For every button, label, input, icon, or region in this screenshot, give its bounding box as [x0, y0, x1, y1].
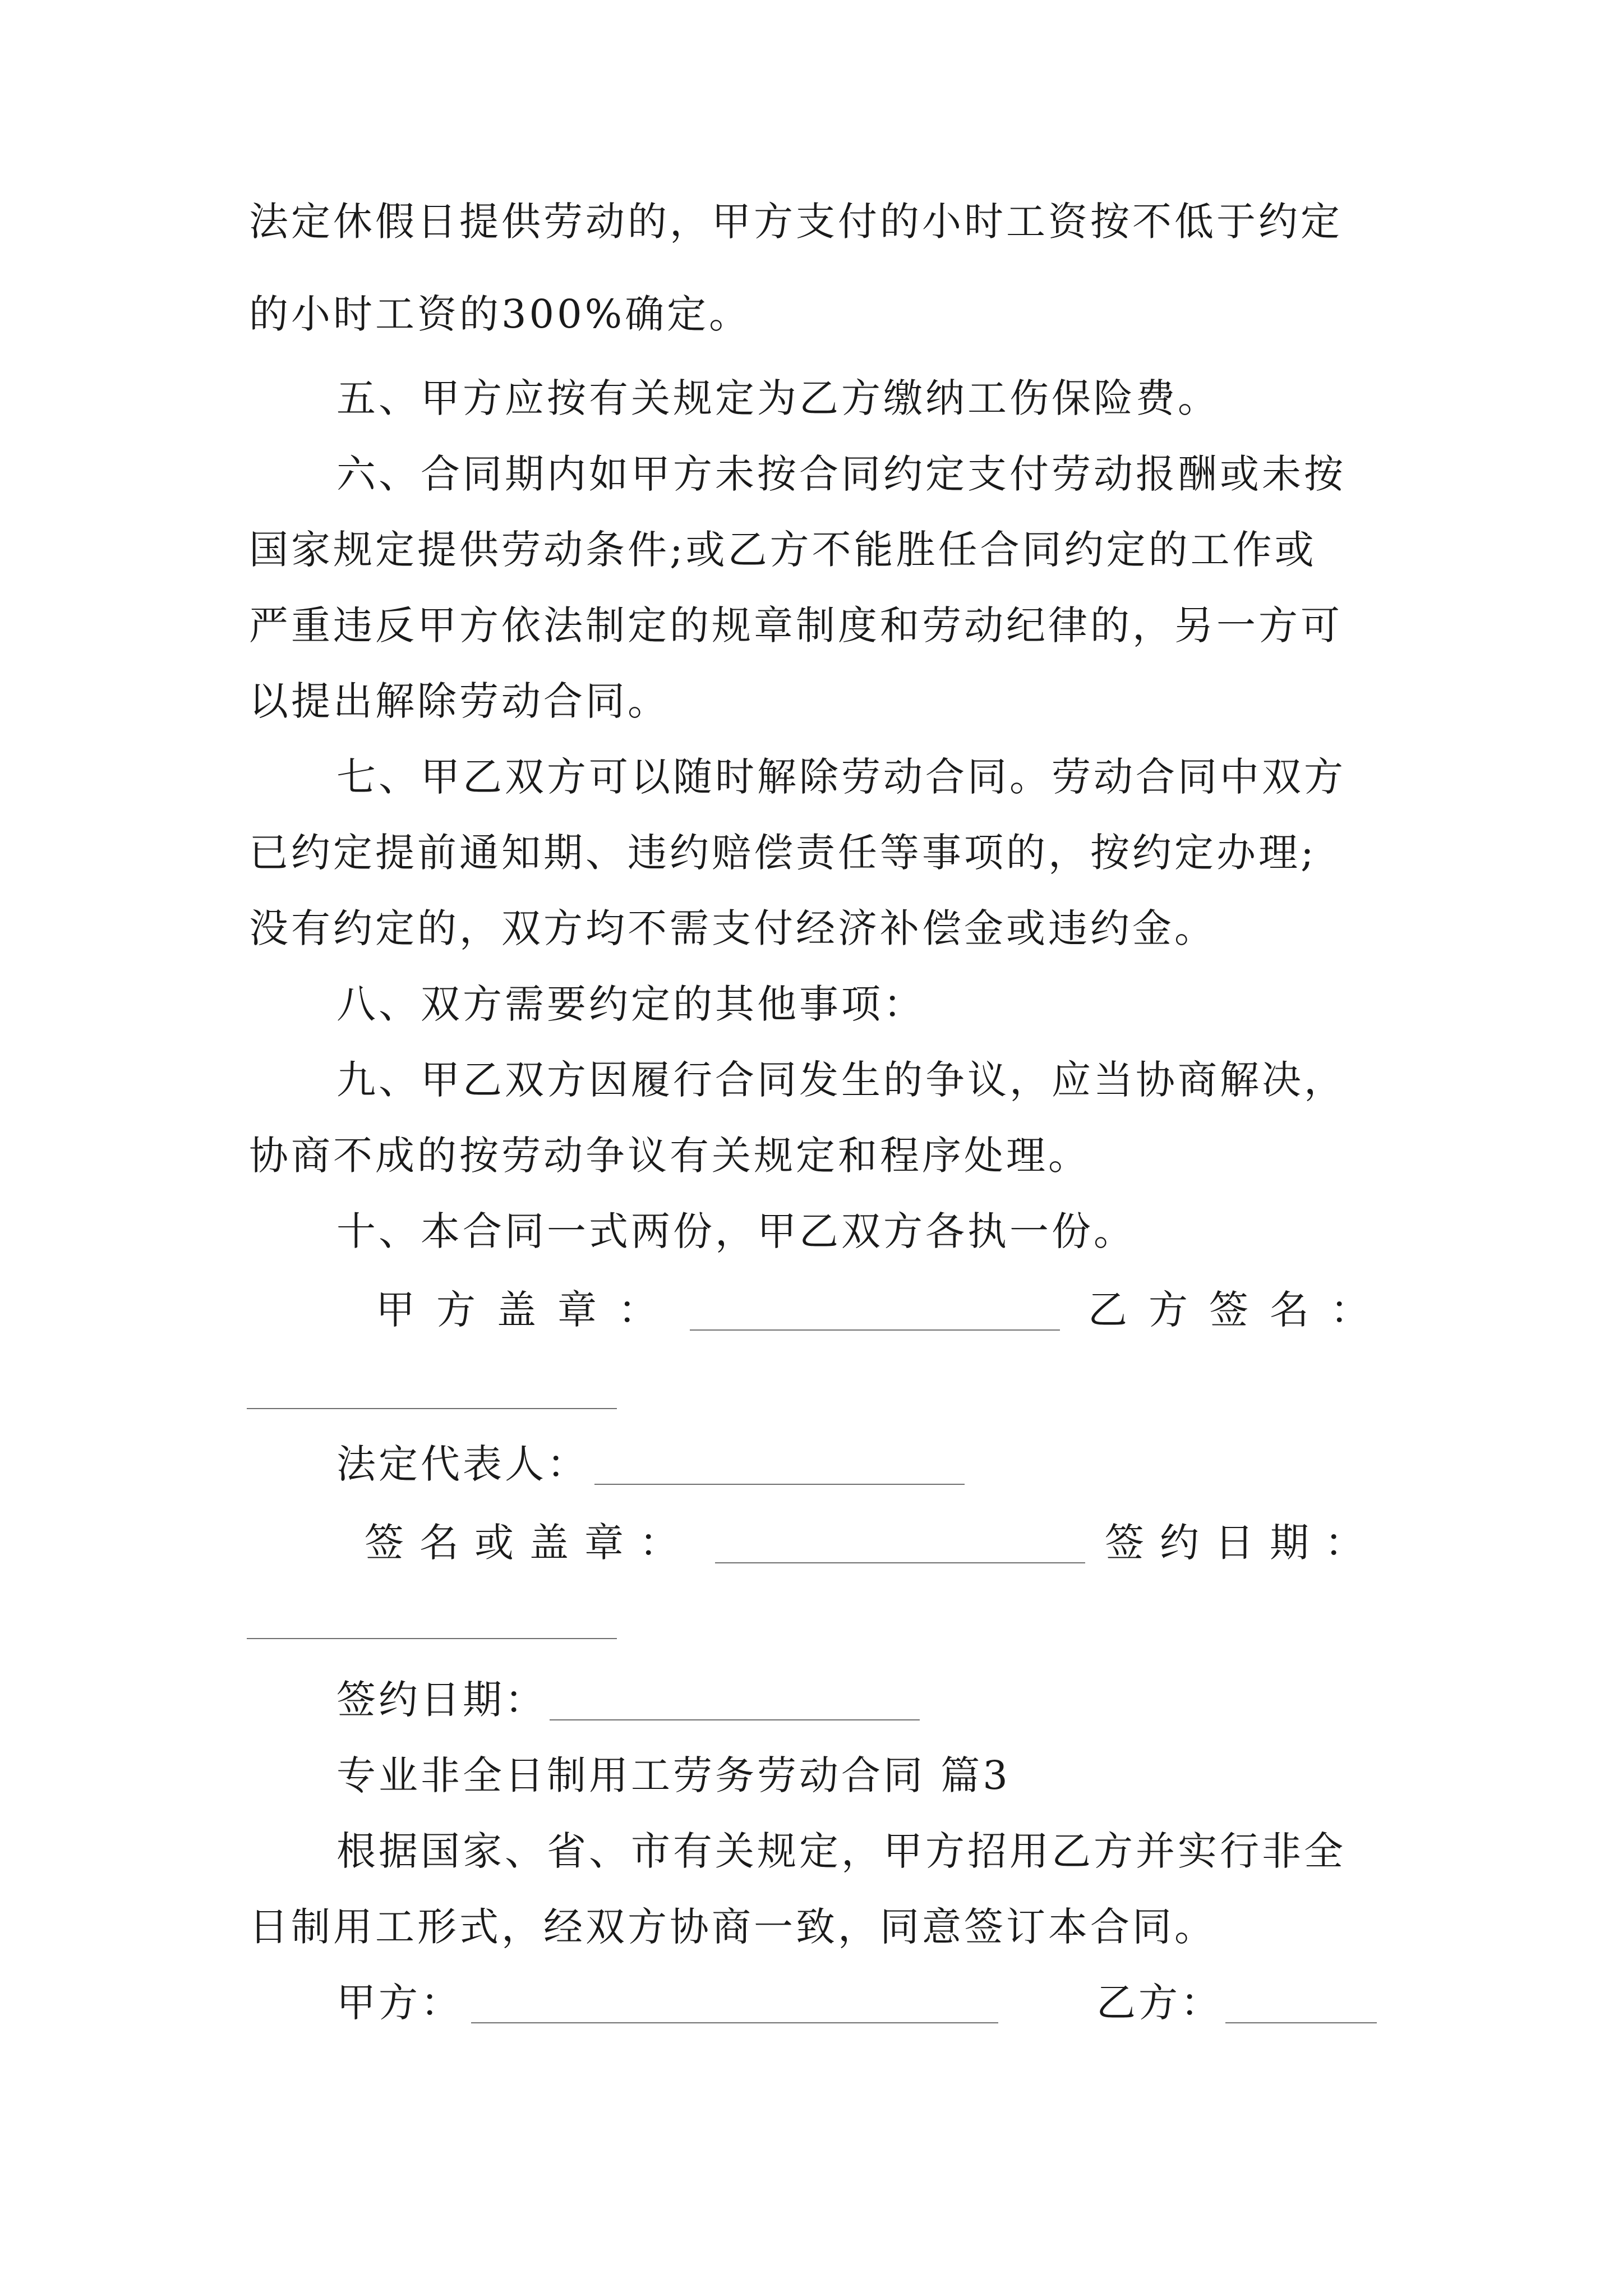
legal-rep-label: 法定代表人：: [336, 1441, 589, 1487]
paragraph-line: 以提出解除劳动合同。: [249, 678, 670, 724]
sign-date-blank: [550, 1719, 920, 1720]
sign-or-seal-blank: [715, 1562, 1085, 1563]
clause-8: 八、双方需要约定的其他事项：: [336, 981, 925, 1027]
party-b-sign-label: 乙方签名：: [1088, 1287, 1391, 1333]
legal-rep-blank: [594, 1484, 965, 1485]
party-a-seal-blank: [690, 1329, 1060, 1331]
paragraph-line: 协商不成的按劳动争议有关规定和程序处理。: [249, 1133, 1090, 1179]
party-b-sign-blank: [247, 1408, 617, 1409]
clause-7: 七、甲乙双方可以随时解除劳动合同。劳动合同中双方: [336, 754, 1346, 800]
sign-date-label: 签约日期：: [336, 1677, 547, 1723]
clause-9: 九、甲乙双方因履行合同发生的争议，应当协商解决，: [336, 1057, 1346, 1103]
paragraph-line: 的小时工资的300%确定。: [249, 291, 751, 337]
sign-or-seal-label: 签名或盖章：: [365, 1520, 694, 1566]
party-a-blank: [471, 2022, 998, 2023]
paragraph-line: 没有约定的，双方均不需支付经济补偿金或违约金。: [249, 905, 1216, 951]
sign-date-right-blank: [247, 1638, 617, 1639]
clause-6: 六、合同期内如甲方未按合同约定支付劳动报酬或未按: [336, 451, 1346, 497]
clause-5: 五、甲方应按有关规定为乙方缴纳工伤保险费。: [336, 375, 1220, 421]
party-b-blank: [1225, 2022, 1377, 2023]
section-title: 专业非全日制用工劳务劳动合同 篇3: [336, 1752, 1011, 1798]
intro-line: 日制用工形式，经双方协商一致，同意签订本合同。: [249, 1904, 1216, 1950]
paragraph-line: 严重违反甲方依法制定的规章制度和劳动纪律的，另一方可: [249, 602, 1343, 648]
paragraph-line: 法定休假日提供劳动的，甲方支付的小时工资按不低于约定: [249, 199, 1343, 245]
party-a-label: 甲方：: [336, 1980, 463, 2026]
paragraph-line: 已约定提前通知期、违约赔偿责任等事项的，按约定办理;: [249, 830, 1317, 876]
clause-10: 十、本合同一式两份，甲乙双方各执一份。: [336, 1208, 1136, 1254]
party-a-seal-label: 甲方盖章：: [376, 1287, 679, 1333]
paragraph-line: 国家规定提供劳动条件;或乙方不能胜任合同约定的工作或: [249, 527, 1317, 573]
sign-date-right-label: 签约日期：: [1105, 1520, 1380, 1566]
intro-line: 根据国家、省、市有关规定，甲方招用乙方并实行非全: [336, 1828, 1346, 1874]
party-b-label: 乙方：: [1096, 1980, 1223, 2026]
